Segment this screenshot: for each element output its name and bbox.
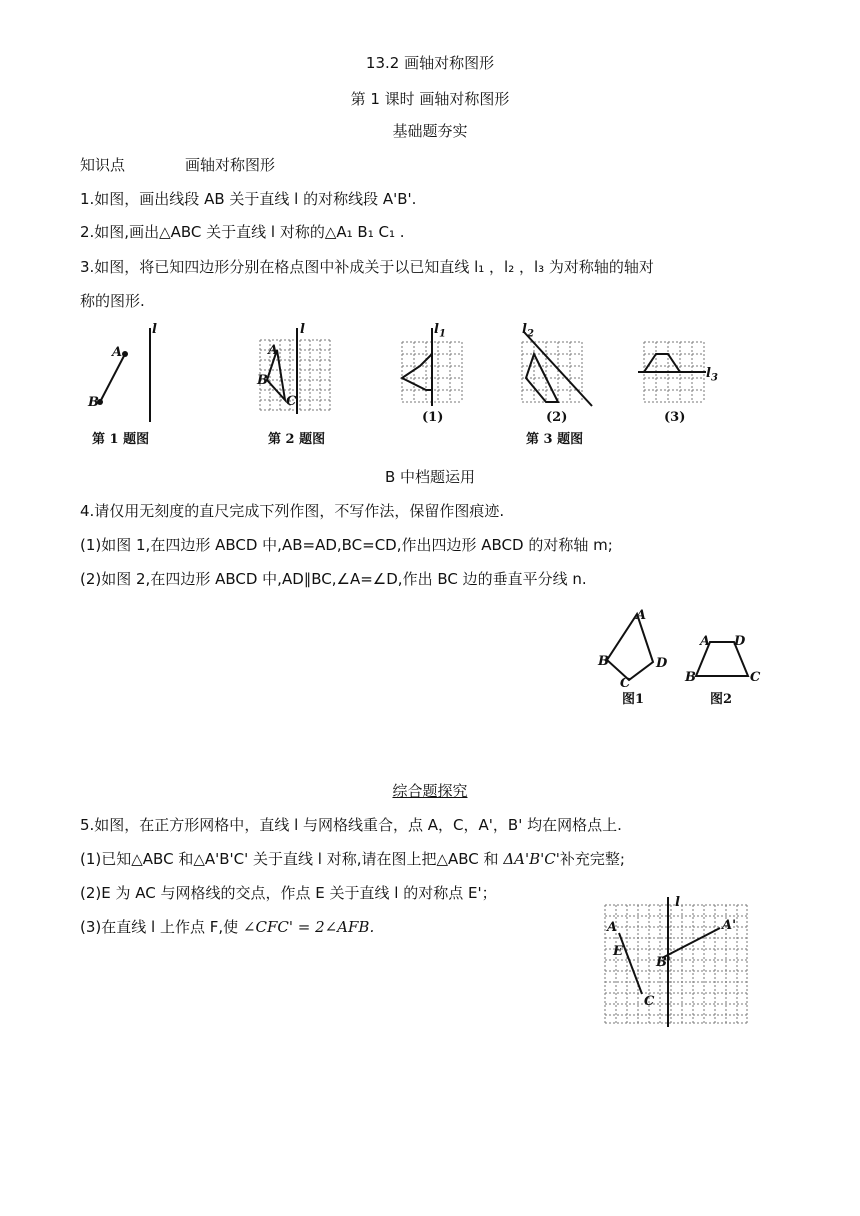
fig3-3-line-label: $l_3$ [706, 366, 718, 384]
quadrilateral-1 [402, 354, 432, 390]
fig4-1-point-d: D [656, 656, 668, 671]
question-5-part-2: (2)E 为 AC 与网格线的交点，作点 E 关于直线 l 的对称点 E'； [80, 884, 497, 902]
page-subtitle: 第 1 课时 画轴对称图形 [350, 90, 510, 108]
fig5-point-a-prime: A' [722, 918, 737, 933]
question-5: 5.如图，在正方形网格中，直线 l 与网格线重合，点 A，C，A'，B' 均在网格点上. [80, 816, 622, 834]
fig2-point-b: B [257, 373, 268, 388]
knowledge-point-topic: 画轴对称图形 [185, 156, 276, 174]
question-4-part-1: (1)如图 1,在四边形 ABCD 中,AB=AD,BC=CD,作出四边形 ABCD 的对称轴 m; [80, 536, 613, 554]
page-title: 13.2 画轴对称图形 [365, 54, 495, 72]
fig4-1-point-b: B [598, 654, 609, 669]
fig1-line-label: l [152, 322, 157, 337]
quadrilateral-3 [644, 354, 680, 372]
fig3-1-caption: (1) [422, 410, 444, 425]
fig5-point-c: C [644, 994, 655, 1009]
fig3-caption: 第 3 题图 [526, 432, 584, 447]
fig3-3-caption: (3) [664, 410, 686, 425]
fig4-1-point-a: A [636, 608, 647, 623]
fig2-line-label: l [300, 322, 305, 337]
question-5-part-1: (1)已知△ABC 和△A'B'C' 关于直线 l 对称,请在图上把△ABC 和 ΔA'B'C'补充完整; [80, 850, 625, 868]
question-3-line-1: 3.如图，将已知四边形分别在格点图中补成关于以已知直线 l₁ ，l₂ ，l₃ 为对称轴的轴对 [80, 258, 654, 276]
knowledge-point-label: 知识点 [80, 156, 126, 174]
fig1-point-b: B [88, 395, 99, 410]
fig1-point-a: A [112, 345, 123, 360]
fig5-point-b-prime: B' [656, 955, 671, 970]
figure-3-1 [398, 322, 468, 407]
fig3-2-line-label: $l_2$ [522, 322, 534, 340]
segment-ab [100, 354, 125, 402]
fig2-point-a: A [268, 343, 279, 358]
figure-1 [80, 322, 180, 427]
fig2-caption: 第 2 题图 [268, 432, 326, 447]
figure-5 [600, 895, 750, 1030]
question-3-line-2: 称的图形. [80, 292, 145, 310]
fig4-2-point-c: C [750, 670, 761, 685]
fig1-caption: 第 1 题图 [92, 432, 150, 447]
question-4-part-2: (2)如图 2,在四边形 ABCD 中,AD∥BC,∠A=∠D,作出 BC 边的垂直平分线 n. [80, 570, 587, 588]
fig2-point-c: C [286, 394, 297, 409]
segment-ac [619, 933, 642, 994]
question-5-part-3: (3)在直线 l 上作点 F,使 ∠CFC' = 2∠AFB. [80, 918, 375, 936]
fig4-2-point-a: A [700, 634, 711, 649]
fig4-2-point-b: B [685, 670, 696, 685]
fig3-1-line-label: $l_1$ [434, 322, 446, 340]
section-basic-heading: 基础题夯实 [392, 122, 468, 140]
fig5-point-a: A [607, 920, 618, 935]
figure-3-3 [636, 322, 716, 407]
fig3-2-caption: (2) [546, 410, 568, 425]
fig4-1-caption: 图1 [622, 692, 645, 707]
question-1: 1.如图，画出线段 AB 关于直线 l 的对称线段 A'B'. [80, 190, 417, 208]
fig4-1-point-c: C [620, 676, 631, 691]
fig5-line-label: l [675, 895, 680, 910]
fig4-2-point-d: D [734, 634, 746, 649]
fig5-point-e: E [613, 944, 623, 959]
kite-abcd [607, 614, 653, 680]
question-2: 2.如图,画出△ABC 关于直线 l 对称的△A₁ B₁ C₁ . [80, 223, 405, 241]
fig4-2-caption: 图2 [710, 692, 733, 707]
section-medium-heading: B 中档题运用 [384, 468, 476, 486]
question-4: 4.请仅用无刻度的直尺完成下列作图，不写作法，保留作图痕迹. [80, 502, 505, 520]
section-comprehensive-heading: 综合题探究 [392, 782, 468, 800]
